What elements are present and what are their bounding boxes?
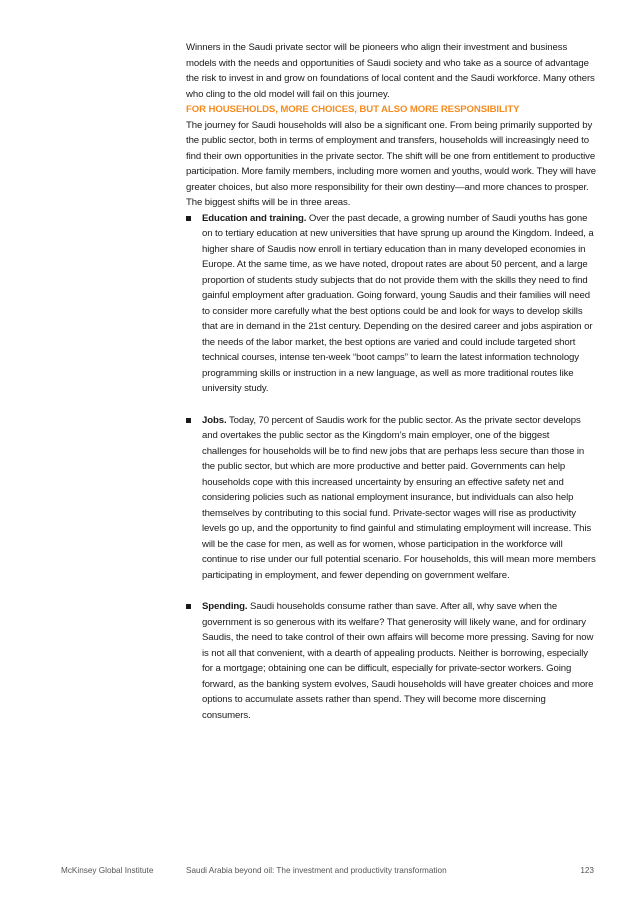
bullet-text: Saudi households consume rather than save. After all, why save when the government is so generous with its welfare? That generosity will likely wane, and for ordinary Saudis, the need to take control of their own affairs will become more pressing. Saving for now is not all that convenient, with a dearth of appealing products. Neither is borrowing, especially for a mortgage; obtaining one can be difficult, especially for private-sector workers. Going forward, as the banking system evolves, Saudi households will have greater choices and more options to accumulate assets rather than spend. They will become more discerning consumers. (202, 601, 594, 721)
intro-paragraph: Winners in the Saudi private sector will be pioneers who align their investment and business models with the needs and opportunities of Saudi society and who take as a source of advantage the risk to invest in and grow on foundations of local content and the Saudi workforce. Many others who cling to the old model will fail on this journey. (186, 42, 595, 100)
bullet-text: Over the past decade, a growing number of Saudi youths has gone on to tertiary education at new universities that have sprung up around the Kingdom. Indeed, a higher share of Saudis now enroll in tertiary education than in many developed economies in Europe. At the same time, as we have noted, dropout rates are about 50 percent, and a large proportion of students study subjects that do not provide them with the skills they need to find gainful employment after graduation. Going forward, young Saudis and their families will need to consider more carefully what the best options could be and look for ways to develop skills that are in demand in the 21st century. Depending on the desired career and jobs aspiration or the needs of the labor market, the best options are varied and could include targeted short technical courses, intense ten-week “boot camps” to learn the latest information technology programming skills or instruction in a new language, as well as more traditional routes like university study. (202, 212, 594, 394)
page-footer (0, 866, 636, 880)
bullet-education (186, 211, 596, 397)
bullet-lead: Education and training. (202, 212, 307, 224)
bullet-lead: Jobs. (202, 414, 227, 426)
square-bullet-icon (186, 418, 191, 423)
bullet-jobs (186, 413, 596, 584)
bullet-spending (186, 599, 596, 723)
section-paragraph: The journey for Saudi households will also be a significant one. From being primarily supported by the public sector, both in terms of employment and transfers, households will increasingly need to find their own opportunities in the private sector. The shift will be one from entitlement to productive participation. More family members, including more women and youths, would work. They will have greater choices, but also more responsibility for their own destiny—and more chances to prosper. The biggest shifts will be in three areas. (186, 119, 596, 208)
bullet-lead: Spending. (202, 601, 248, 612)
footer-report-title: Saudi Arabia beyond oil: The investment and productivity transformation (186, 866, 447, 875)
bullet-list (186, 211, 596, 724)
page-content (186, 40, 596, 739)
section-heading: FOR HOUSEHOLDS, MORE CHOICES, BUT ALSO MORE RESPONSIBILITY (186, 104, 520, 115)
square-bullet-icon (186, 604, 191, 609)
footer-page-number: 123 (580, 866, 594, 875)
bullet-text: Today, 70 percent of Saudis work for the public sector. As the private sector develops and overtakes the public sector as the Kingdom’s main employer, one of the biggest challenges for households will be to find new jobs that are perhaps less secure than those in the public sector, but which are more productive and better paid. Governments can help households cope with this increased uncertainty by ensuring an effective safety net and considering policies such as national employment insurance, but individuals can also help themselves by contributing to this social fund. Private-sector wages will rise as productivity levels go up, and the opportunity to find gainful and stimulating employment will increase. This will be the case for men, as well as for women, whose participation in the workforce will continue to rise under our full potential scenario. For households, this will mean more members participating in employment, and fewer depending on government welfare. (202, 414, 596, 581)
square-bullet-icon (186, 216, 191, 221)
footer-organization: McKinsey Global Institute (61, 866, 154, 875)
